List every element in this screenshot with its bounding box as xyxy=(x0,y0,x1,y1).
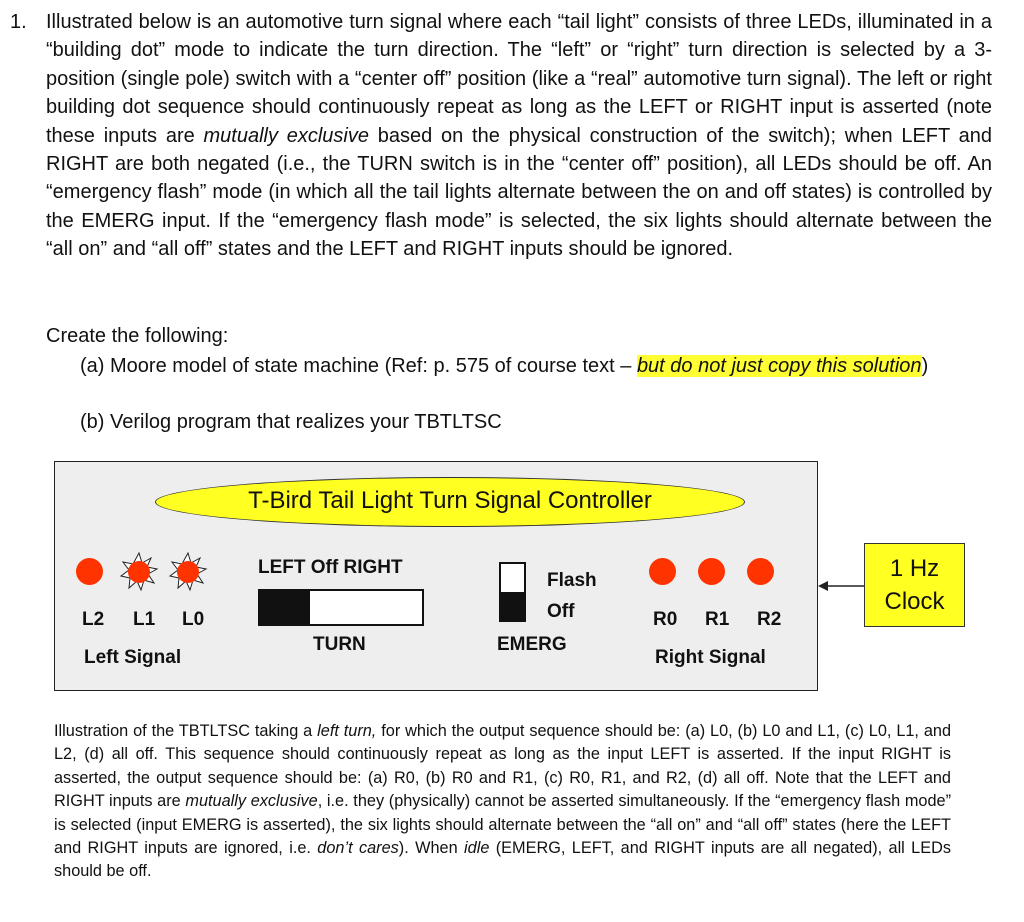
led-l1-lit-icon xyxy=(119,552,159,592)
caption-text: ). When xyxy=(398,839,465,858)
left-signal-label: Left Signal xyxy=(84,647,182,668)
caption-italic: idle xyxy=(464,839,490,858)
label-l2: L2 xyxy=(82,609,105,630)
emerg-switch[interactable] xyxy=(499,562,526,622)
caption-text: for which the output sequence should be: (a) L0, (b) L0 and L1, (c) L0, L1, and L2, (d) all off. This sequence should continuously repeat as long as the input LEFT is asserted. If the input RIGHT is asserted, the output sequence should be: (a) R0, (b) R0 and R1, (c) R0, R1, and R2, (d) all off. Note that the LEFT and RIGHT inputs are xyxy=(54,722,952,811)
led-l2 xyxy=(76,558,103,585)
off-label: Off xyxy=(547,601,575,622)
led-r2 xyxy=(747,558,774,585)
turn-switch-positions: LEFT Off RIGHT xyxy=(258,557,403,578)
caption-text: (EMERG, LEFT, and RIGHT inputs are all negated), all LEDs should be off. xyxy=(54,839,951,881)
turn-switch-knob[interactable] xyxy=(260,591,310,624)
task-a-suffix: ) xyxy=(921,355,929,377)
label-r2: R2 xyxy=(757,609,782,630)
clock-line2: Clock xyxy=(884,588,945,615)
right-signal-label: Right Signal xyxy=(655,647,766,668)
task-a xyxy=(80,352,992,381)
label-r1: R1 xyxy=(705,609,730,630)
turn-switch[interactable] xyxy=(258,589,424,626)
diagram-caption xyxy=(54,720,951,884)
caption-italic: mutually exclusive xyxy=(185,792,318,811)
label-l1: L1 xyxy=(133,609,156,630)
emerg-label: EMERG xyxy=(497,634,567,655)
task-b: (b) Verilog program that realizes your TBTLTSC xyxy=(80,411,502,433)
para-text: Illustrated below is an automotive turn signal where each “tail light” consists of three LEDs, illuminated in a “building dot” mode to indicate the turn direction. The “left” or “right” turn direction is selected by a 3-position (single pole) switch with a “center off” position (like a “real” automotive turn signal). The left or right building dot sequence should continuously repeat as long as the LEFT or RIGHT input is asserted (note these inputs are xyxy=(46,11,992,147)
diagram-title: T-Bird Tail Light Turn Signal Controller xyxy=(248,487,652,514)
problem-number: 1. xyxy=(10,11,27,33)
led-r0 xyxy=(649,558,676,585)
turn-label: TURN xyxy=(313,634,366,655)
clock-line1: 1 Hz xyxy=(889,555,940,582)
clock-box xyxy=(864,543,965,627)
caption-italic: left turn, xyxy=(317,722,377,740)
flash-label: Flash xyxy=(547,570,597,591)
clock-arrow-icon xyxy=(818,578,866,594)
task-a-highlight: but do not just copy this solution xyxy=(636,355,922,377)
create-label: Create the following: xyxy=(46,325,229,347)
title-ellipse xyxy=(155,477,745,527)
led-r1 xyxy=(698,558,725,585)
led-l0-lit-icon xyxy=(168,552,208,592)
label-r0: R0 xyxy=(653,609,678,630)
problem-paragraph xyxy=(46,8,992,264)
task-a-text: (a) Moore model of state machine (Ref: p. 575 of course text – xyxy=(80,355,637,377)
para-text: based on the physical construction of the switch); when LEFT and RIGHT are both negated (i.e., the TURN switch is in the “center off” position), all LEDs should be off. An “emergency flash” mode (in which all the tail lights alternate between the on and off states) is controlled by the EMERG input. If the “emergency flash mode” is selected, the six lights should alternate between the “all on” and “all off” states and the LEFT and RIGHT inputs should be ignored. xyxy=(46,124,993,261)
caption-italic: don’t cares xyxy=(317,839,399,858)
emerg-switch-knob[interactable] xyxy=(501,592,524,620)
caption-text: , i.e. they (physically) cannot be asserted simultaneously. If the “emergency flash mode” is selected (input EMERG is asserted), the six lights should alternate between the “all on” and “all off” states (here the LEFT and RIGHT inputs are ignored, i.e. xyxy=(54,792,951,858)
controller-diagram xyxy=(54,461,818,691)
label-l0: L0 xyxy=(182,609,205,630)
para-italic: mutually exclusive xyxy=(203,124,369,147)
caption-text: Illustration of the TBTLTSC taking a xyxy=(54,722,318,740)
